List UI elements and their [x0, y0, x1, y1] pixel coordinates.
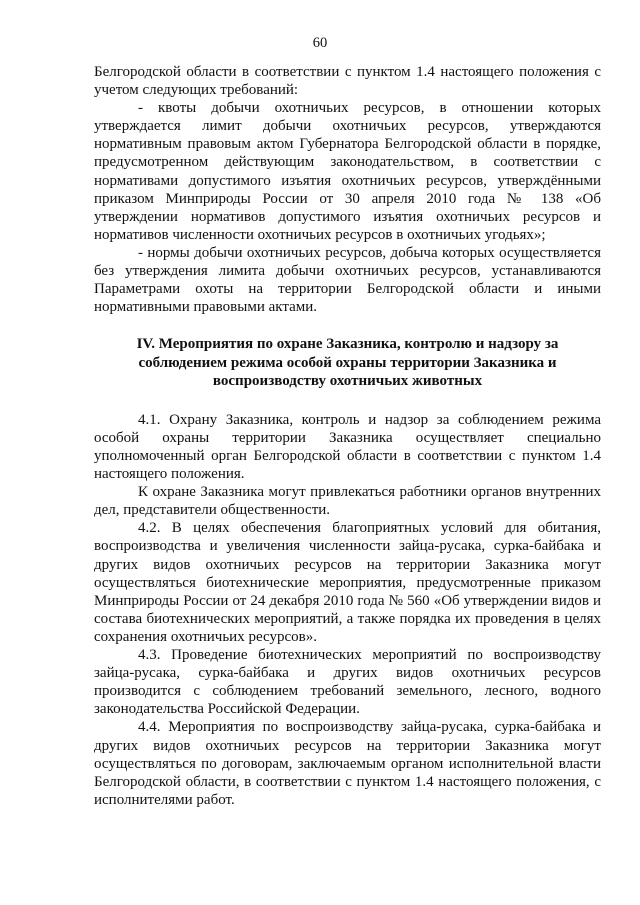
paragraph-norms-requirements: - нормы добычи охотничьих ресурсов, добыча которых осуществляется без утверждения лимита добычи охотничьих ресурсов, устанавливаются Параметрами охоты на территории Белгородской области и иными нормативными правовыми актами. [94, 244, 601, 316]
paragraph-continuation: Белгородской области в соответствии с пунктом 1.4 настоящего положения с учетом следующих требований: [94, 64, 601, 99]
paragraph-4-1: 4.1. Охрану Заказника, контроль и надзор за соблюдением режима особой охраны территории Заказника осуществляет специально уполномоченный орган Белгородской области в соответствии с пунктом 1.4 настоящего положения. [94, 411, 601, 483]
paragraph-quota-requirements: - квоты добычи охотничьих ресурсов, в отношении которых утверждается лимит добычи охотничьих ресурсов, утверждаются нормативным правовым актом Губернатора Белгородской области в порядке, предусмотренном действующим законодательством, в соответствии с нормативами допустимого изъятия охотничьих ресурсов, утверждёнными приказом Минприроды России от 30 апреля 2010 года № 138 «Об утверждении нормативов допустимого изъятия охотничьих ресурсов и нормативов численности охотничьих ресурсов в охотничьих угодьях»; [94, 100, 601, 243]
page-number: 60 [312, 35, 328, 51]
document-body [94, 63, 601, 809]
paragraph-4-4: 4.4. Мероприятия по воспроизводству зайца-русака, сурка-байбака и других видов охотничьих ресурсов на территории Заказника могут осуществляться по договорам, заключаемым органом исполнительной власти Белгородской области, в соответствии с пунктом 1.4 настоящего положения, с исполнителями работ. [94, 719, 601, 808]
paragraph-4-3: 4.3. Проведение биотехнических мероприятий по воспроизводству зайца-русака, сурка-байбака и других видов охотничьих ресурсов производится с соблюдением требований земельного, лесного, водного законодательства Российской Федерации. [94, 647, 601, 718]
paragraph-protection-personnel: К охране Заказника могут привлекаться работники органов внутренних дел, представители общественности. [94, 484, 601, 519]
paragraph-4-2: 4.2. В целях обеспечения благоприятных условий для обитания, воспроизводства и увеличения численности зайца-русака, сурка-байбака и других видов охотничьих ресурсов на территории Заказника могут осуществляться биотехнические мероприятия, предусмотренные приказом Минприроды России от 24 декабря 2010 года № 560 «Об утверждении видов и состава биотехнических мероприятий, а также порядка их проведения в целях сохранения охотничьих ресурсов». [94, 520, 601, 645]
section-heading: IV. Мероприятия по охране Заказника, контролю и надзору за соблюдением режима особой охраны территории Заказника и воспроизводству охотничьих животных [136, 336, 559, 390]
